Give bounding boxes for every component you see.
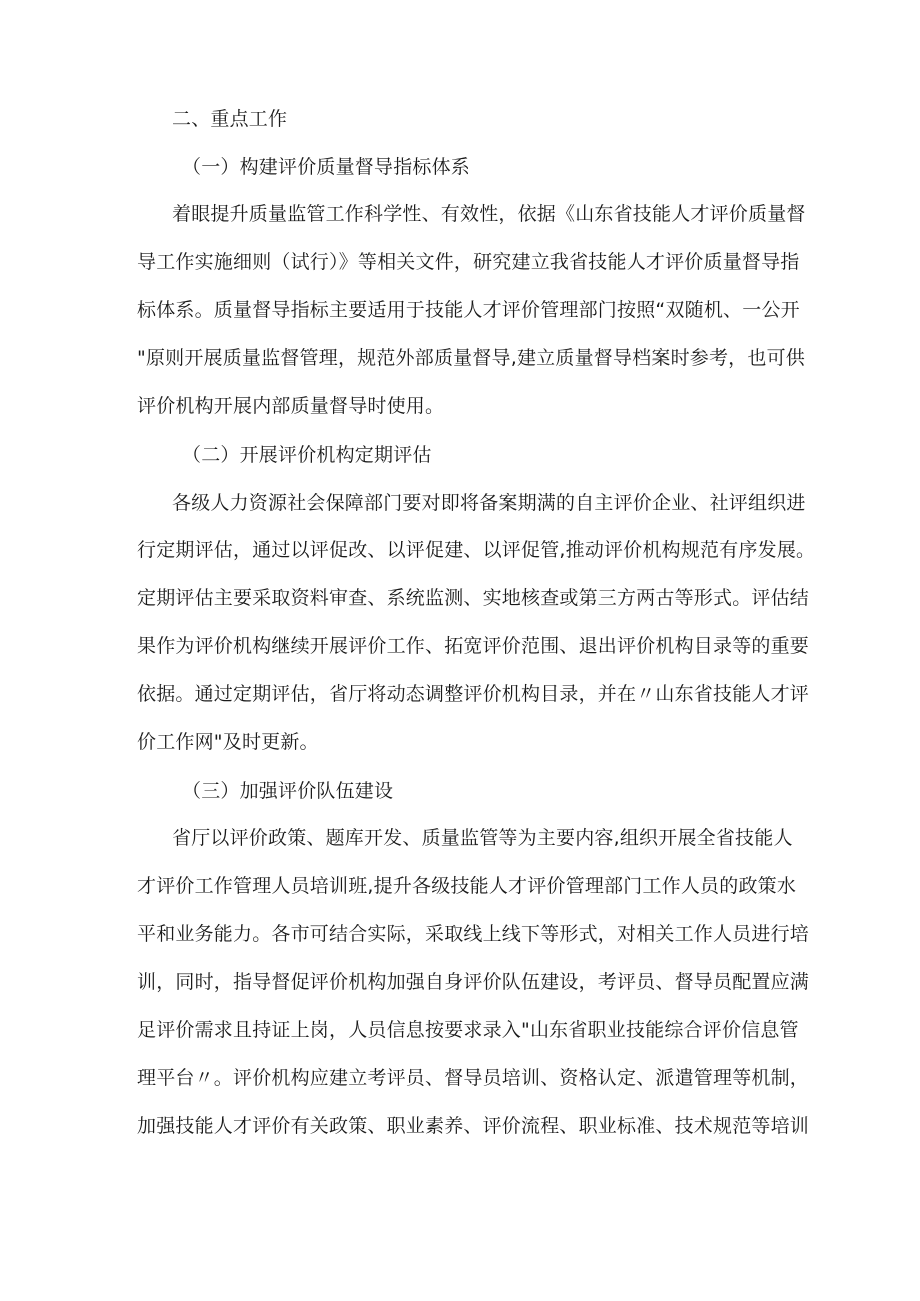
- paragraph-2-line-1: 各级人力资源社会保障部门要对即将备案期满的自主评价企业、社评组织进: [172, 492, 806, 514]
- paragraph-2-line-2: 行定期评估，通过以评促改、以评促建、以评促管,推动评价机构规范有序发展。: [137, 539, 816, 561]
- subsection-1-heading: （一）构建评价质量督导指标体系: [182, 156, 471, 178]
- subsection-3-heading: （三）加强评价队伍建设: [182, 780, 394, 802]
- paragraph-1-line-3: 标体系。质量督导指标主要适用于技能人才评价管理部门按照“双随机、一公开: [137, 299, 800, 321]
- paragraph-2-line-3: 定期评估主要采取资料审查、系统监测、实地核查或第三方两古等形式。评估结: [137, 587, 810, 609]
- paragraph-1-line-5: 评价机构开展内部质量督导时使用。: [137, 395, 445, 417]
- paragraph-3-line-5: 足评价需求且持证上岗，人员信息按要求录入"山东省职业技能综合评价信息管: [137, 1019, 799, 1041]
- paragraph-2-line-5: 依据。通过定期评估，省厅将动态调整评价机构目录，并在〃山东省技能人才评: [137, 683, 810, 705]
- paragraph-2-line-4: 果作为评价机构继续开展评价工作、拓宽评价范围、退出评价机构目录等的重要: [137, 635, 810, 657]
- paragraph-3-line-2: 才评价工作管理人员培训班,提升各级技能人才评价管理部门工作人员的政策水: [137, 875, 797, 897]
- paragraph-3-line-7: 加强技能人才评价有关政策、职业素养、评价流程、职业标准、技术规范等培训: [137, 1115, 810, 1137]
- paragraph-1-line-1: 着眼提升质量监管工作科学性、有效性，依据《山东省技能人才评价质量督: [172, 203, 806, 225]
- paragraph-3-line-4: 训，同时，指导督促评价机构加强自身评价队伍建设，考评员、督导员配置应满: [137, 971, 810, 993]
- paragraph-3-line-1: 省厅以评价政策、题库开发、质量监管等为主要内容,组织开展全省技能人: [172, 827, 793, 849]
- paragraph-2-line-6: 价工作网"及时更新。: [137, 731, 319, 753]
- paragraph-3-line-3: 平和业务能力。各市可结合实际，采取线上线下等形式，对相关工作人员进行培: [137, 923, 810, 945]
- subsection-2-heading: （二）开展评价机构定期评估: [182, 444, 432, 466]
- paragraph-1-line-4: "原则开展质量监督管理，规范外部质量督导,建立质量督导档案时参考，也可供: [137, 347, 805, 369]
- paragraph-3-line-6: 理平台〃。评价机构应建立考评员、督导员培训、资格认定、派遣管理等机制，: [137, 1067, 810, 1089]
- section-heading: 二、重点工作: [172, 108, 288, 130]
- paragraph-1-line-2: 导工作实施细则（试行）》等相关文件，研究建立我省技能人才评价质量督导指: [137, 251, 800, 273]
